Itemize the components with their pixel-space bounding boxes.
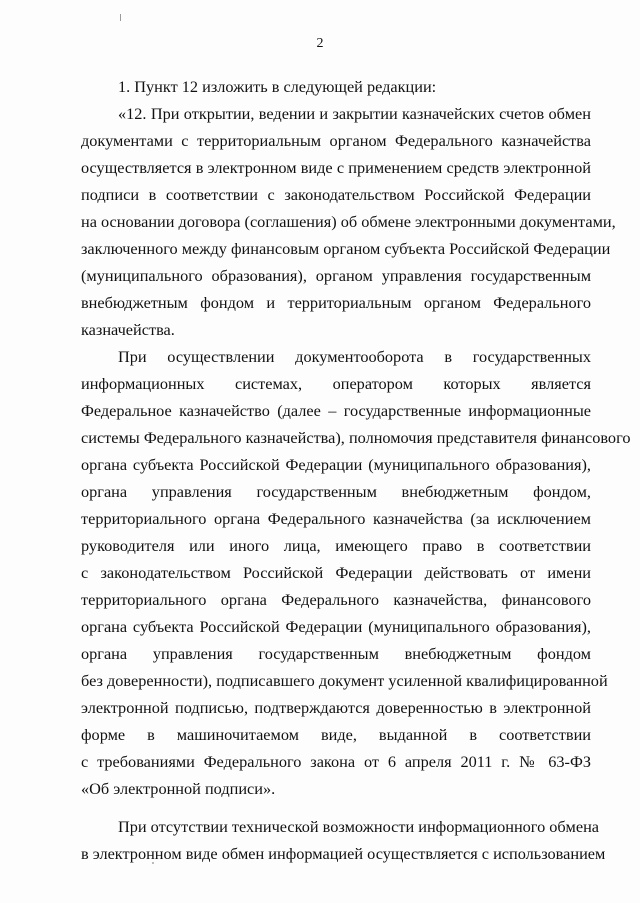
text-line: подписи в соответствии с законодательством Российской Федерации — [81, 185, 591, 204]
text-line: органа управления государственным внебюджетным фондом — [81, 644, 591, 663]
text-line: При отсутствии технической возможности информационного обмена — [118, 817, 600, 836]
text-line: на основании договора (соглашения) об обмене электронными документами, — [81, 212, 616, 231]
text-line: казначейства. — [81, 320, 175, 339]
text-line: информационных системах, оператором которых является — [81, 374, 591, 393]
text-line: системы Федерального казначейства), полномочия представителя финансового — [81, 428, 631, 447]
text-line: органа субъекта Российской Федерации (муниципального образования), — [81, 455, 591, 474]
text-line: документами с территориальным органом Федерального казначейства — [81, 131, 591, 150]
text-line: территориального органа Федерального казначейства, финансового — [81, 590, 591, 609]
text-line: «Об электронной подписи». — [81, 779, 276, 798]
text-line: с требованиями Федерального закона от 6 апреля 2011 г. № 63-ФЗ — [81, 752, 591, 771]
text-line: без доверенности), подписавшего документ усиленной квалифицированной — [81, 671, 608, 690]
text-line: 1. Пункт 12 изложить в следующей редакции: — [118, 77, 437, 96]
text-line: органа управления государственным внебюджетным фондом, — [81, 482, 591, 501]
text-line: (муниципального образования), органом управления государственным — [81, 266, 591, 285]
text-line: с законодательством Российской Федерации действовать от имени — [81, 563, 591, 582]
text-line: «12. При открытии, ведении и закрытии казначейских счетов обмен — [118, 104, 591, 123]
text-line: органа субъекта Российской Федерации (муниципального образования), — [81, 617, 591, 636]
scan-speck — [120, 14, 121, 21]
text-line: форме в машиночитаемом виде, выданной в соответствии — [81, 725, 591, 744]
text-line: в электронном виде обмен информацией осуществляется с использованием — [81, 844, 606, 863]
text-line: заключенного между финансовым органом субъекта Российской Федерации — [81, 239, 611, 258]
text-line: территориального органа Федерального казначейства (за исключением — [81, 509, 591, 528]
text-line: внебюджетным фондом и территориальным органом Федерального — [81, 293, 591, 312]
page-number: 2 — [316, 36, 324, 51]
text-line: При осуществлении документооборота в государственных — [118, 347, 591, 366]
text-line: осуществляется в электронном виде с применением средств электронной — [81, 158, 591, 177]
text-line: электронной подписью, подтверждаются доверенностью в электронной — [81, 698, 591, 717]
text-line: руководителя или иного лица, имеющего право в соответствии — [81, 536, 591, 555]
text-line: Федеральное казначейство (далее – государственные информационные — [81, 401, 591, 420]
